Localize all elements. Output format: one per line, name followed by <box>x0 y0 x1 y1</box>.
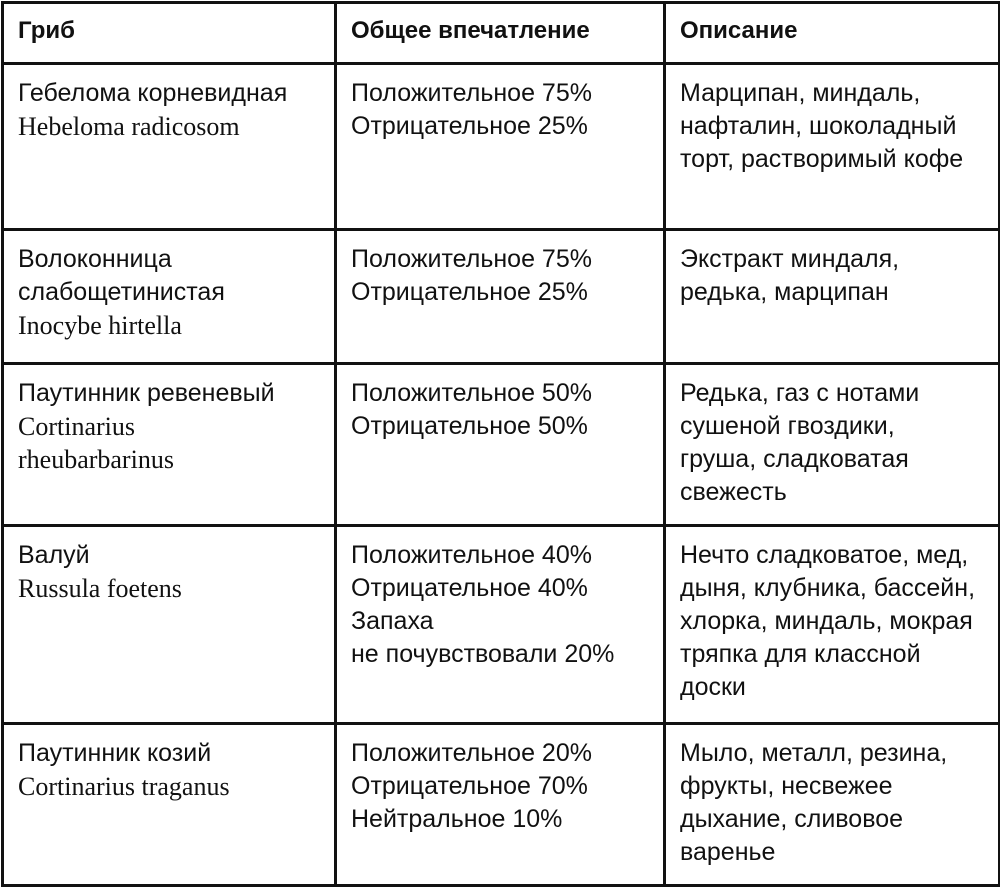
description-line: груша, сладковатая <box>680 445 909 473</box>
description-cell <box>665 64 1000 230</box>
description-line: торт, растворимый кофе <box>680 145 964 173</box>
description-line: дыхание, сливовое <box>680 805 904 833</box>
impression-line: Положительное 40% <box>351 541 592 569</box>
mushroom-name: Паутинник козий <box>18 739 212 767</box>
latin-name: Inocybe hirtella <box>18 311 182 340</box>
description-line: Мыло, металл, резина, <box>680 739 948 767</box>
impression-line: Отрицательное 50% <box>351 412 588 440</box>
impression-line: Отрицательное 40% <box>351 574 588 602</box>
header-description: Описание <box>665 3 1000 64</box>
latin-name: Hebeloma radicosom <box>18 112 240 141</box>
mushroom-name: Валуй <box>18 541 90 569</box>
description-line: Марципан, миндаль, <box>680 79 921 107</box>
header-row <box>3 3 1000 64</box>
description-line: редька, марципан <box>680 278 889 306</box>
impression-cell <box>336 230 665 364</box>
header-mushroom: Гриб <box>3 3 336 64</box>
mushroom-cell <box>3 724 336 886</box>
impression-cell <box>336 724 665 886</box>
impression-line: Положительное 75% <box>351 245 592 273</box>
table-row <box>3 230 1000 364</box>
mushroom-cell <box>3 364 336 526</box>
description-line: Нечто сладковатое, мед, <box>680 541 969 569</box>
latin-name: Cortinarius <box>18 412 135 441</box>
description-cell <box>665 230 1000 364</box>
impression-cell <box>336 526 665 724</box>
description-line: фрукты, несвежее <box>680 772 893 800</box>
description-line: хлорка, миндаль, мокрая <box>680 607 973 635</box>
impression-line: Положительное 20% <box>351 739 592 767</box>
description-line: Редька, газ с нотами <box>680 379 920 407</box>
mushroom-name: Гебелома корневидная <box>18 79 288 107</box>
impression-line: Отрицательное 70% <box>351 772 588 800</box>
table-row <box>3 364 1000 526</box>
impression-cell <box>336 64 665 230</box>
description-line: сушеной гвоздики, <box>680 412 895 440</box>
mushroom-name: Паутинник ревеневый <box>18 379 275 407</box>
mushroom-name: слабощетинистая <box>18 278 225 306</box>
description-line: доски <box>680 673 746 701</box>
impression-cell <box>336 364 665 526</box>
mushroom-cell <box>3 64 336 230</box>
header-impression: Общее впечатление <box>336 3 665 64</box>
latin-name: Russula foetens <box>18 574 182 603</box>
mushroom-cell <box>3 230 336 364</box>
description-cell <box>665 724 1000 886</box>
impression-line: Положительное 75% <box>351 79 592 107</box>
mushroom-smell-table <box>1 1 1000 887</box>
description-line: дыня, клубника, бассейн, <box>680 574 976 602</box>
latin-name: Cortinarius traganus <box>18 772 230 801</box>
latin-name: rheubarbarinus <box>18 445 174 474</box>
description-line: свежесть <box>680 478 787 506</box>
impression-line: не почувствовали 20% <box>351 640 615 668</box>
impression-line: Запаха <box>351 607 434 635</box>
table-row <box>3 64 1000 230</box>
impression-line: Нейтральное 10% <box>351 805 563 833</box>
description-line: тряпка для классной <box>680 640 921 668</box>
table-row <box>3 724 1000 886</box>
impression-line: Отрицательное 25% <box>351 278 588 306</box>
mushroom-cell <box>3 526 336 724</box>
description-line: варенье <box>680 838 776 866</box>
description-cell <box>665 526 1000 724</box>
mushroom-name: Волоконница <box>18 245 172 273</box>
description-line: нафталин, шоколадный <box>680 112 957 140</box>
description-cell <box>665 364 1000 526</box>
impression-line: Положительное 50% <box>351 379 592 407</box>
impression-line: Отрицательное 25% <box>351 112 588 140</box>
description-line: Экстракт миндаля, <box>680 245 900 273</box>
table-row <box>3 526 1000 724</box>
